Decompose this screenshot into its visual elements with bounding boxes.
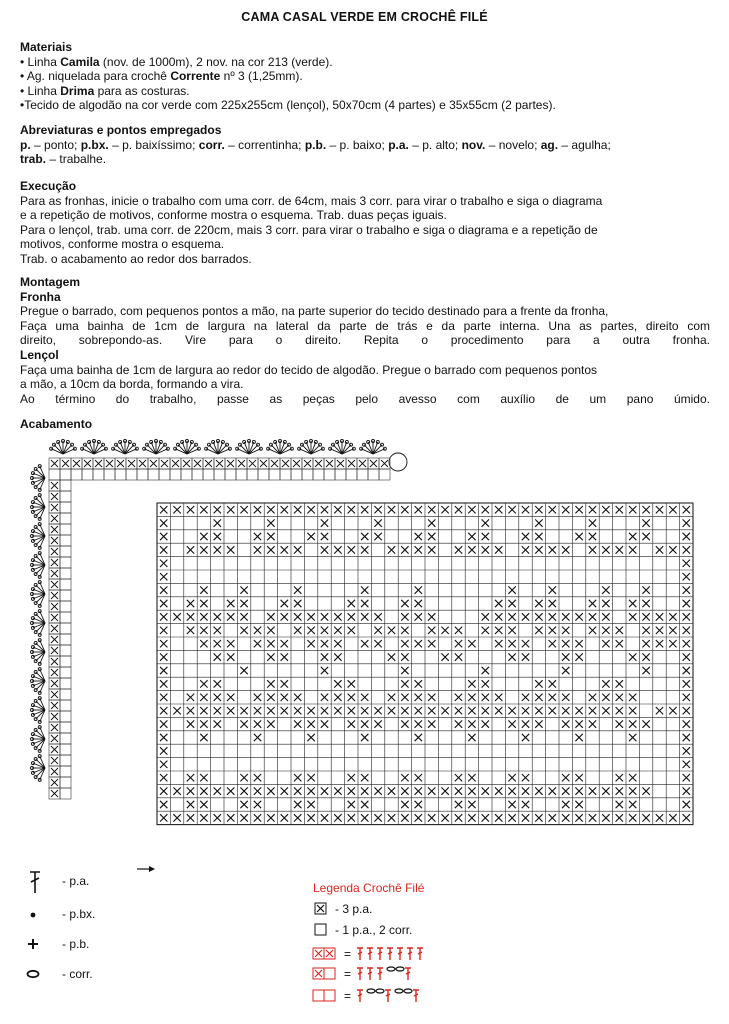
abreviaturas-heading: Abreviaturas e pontos empregados: [20, 123, 222, 137]
execucao-heading: Execução: [20, 179, 77, 193]
legend-item: - 3 p.a.: [335, 902, 373, 916]
svg-text:=: =: [344, 967, 352, 981]
execucao-line: motivos, conforme mostra o esquema.: [20, 237, 225, 252]
fronha-line: direito, sobrepondo-as. Vire para o direito. Repita o procedimento para a outra fronha.: [20, 333, 710, 348]
fronha-line: Faça uma bainha de 1cm de largura na lateral da parte de trás e da parte interna. Una as partes, direito com: [20, 318, 710, 333]
materiais-item: • Linha Camila (nov. de 1000m), 2 nov. na cor 213 (verde).: [20, 54, 333, 69]
empty-cell-icon: [315, 924, 326, 935]
materiais-item: • Linha Drima para as costuras.: [20, 83, 190, 98]
lencol-line: Faça uma bainha de 1cm de largura ao redor do tecido de algodão. Pregue o barrado com pequenos pontos: [20, 362, 598, 377]
fronha-heading: Fronha: [20, 289, 61, 304]
materiais-item: •Tecido de algodão na cor verde com 225x255cm (lençol), 50x70cm (4 partes) e 35x55cm (2 partes).: [20, 98, 556, 113]
lencol-line: Ao término do trabalho, passe as peças pelo avesso com auxílio de um pano úmido.: [20, 391, 710, 406]
execucao-line: e a repetição de motivos, conforme mostra o esquema. Trab. duas peças iguais.: [20, 208, 447, 223]
symbol-label: - p.a.: [62, 874, 90, 888]
lencol-heading: Lençol: [20, 347, 59, 362]
execucao-line: Para as fronhas, inicie o trabalho com uma corr. de 64cm, mais 3 corr. para virar o trabalho e siga o diagrama: [20, 193, 603, 208]
execucao-line: Para o lençol, trab. uma corr. de 220cm, mais 3 corr. para virar o trabalho e siga o diagrama e a repetição de: [20, 222, 598, 237]
lencol-line: a mão, a 10cm da borda, formando a vira.: [20, 377, 244, 392]
symbol-label: - p.b.: [62, 937, 90, 951]
materiais-item: • Ag. niquelada para crochê Corrente nº 3 (1,25mm).: [20, 69, 303, 84]
legend-title: Legenda Crochê Filé: [313, 881, 425, 895]
fronha-line: Pregue o barrado, com pequenos pontos a mão, na parte superior do tecido destinado para a frente da fronha,: [20, 304, 609, 319]
legend-stitch-rows: [313, 947, 423, 1003]
symbol-label: - p.bx.: [62, 907, 96, 921]
materiais-heading: Materiais: [20, 40, 73, 54]
svg-text:=: =: [344, 989, 352, 1003]
page-title: CAMA CASAL VERDE EM CROCHÊ FILÉ: [241, 10, 488, 24]
abreviaturas-list: p. – ponto; p.bx. – p. baixíssimo; corr. – correntinha; p.b. – p. baixo; p.a. – p. alto; nov. – novelo; ag. – agulha; trab. – trabalhe.: [20, 137, 611, 167]
svg-text:=: =: [344, 947, 352, 961]
execucao-line: Trab. o acabamento ao redor dos barrados.: [20, 251, 252, 266]
acabamento-label: Acabamento: [20, 417, 93, 431]
legend-item: - 1 p.a., 2 corr.: [335, 923, 413, 937]
montagem-heading: Montagem: [20, 275, 80, 289]
symbol-label: - corr.: [62, 967, 93, 981]
